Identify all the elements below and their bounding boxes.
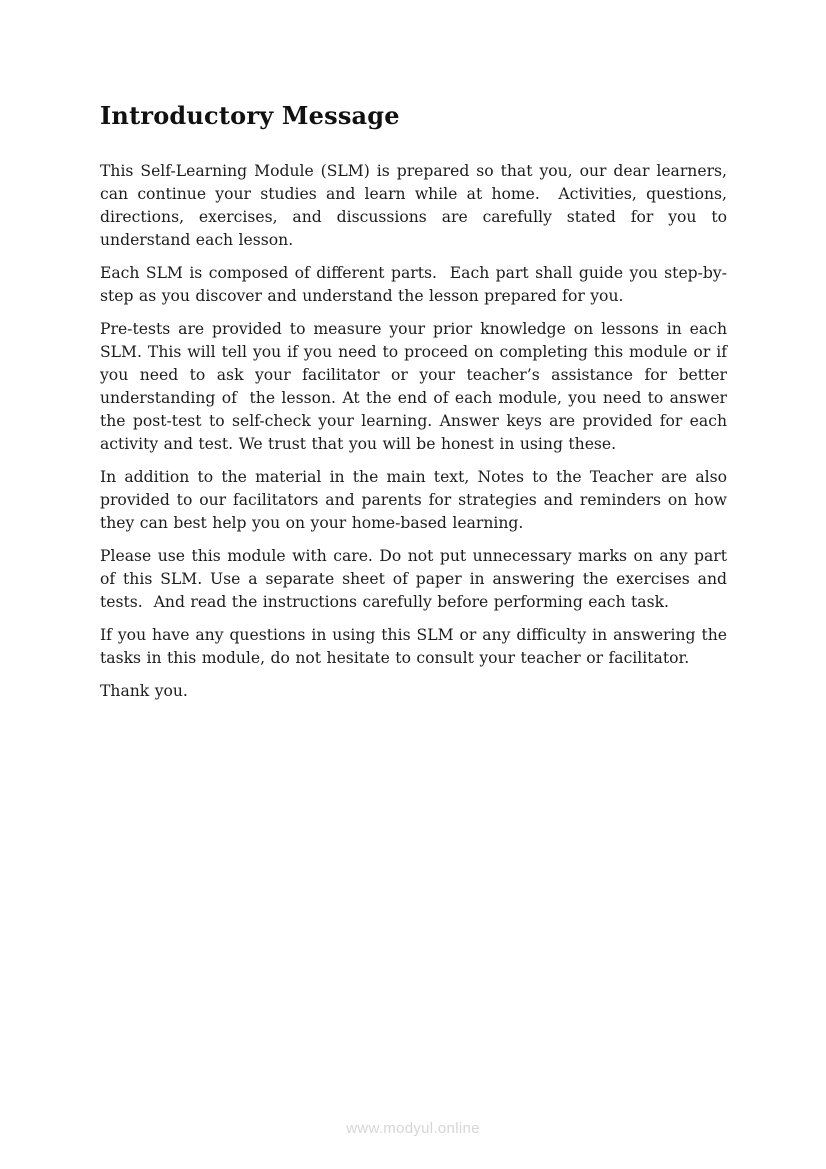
paragraph: Pre-tests are provided to measure your prior knowledge on lessons in each SLM. This will tell you if you need to proceed on completing this module or if you need to ask your facilitator or your teacher’s assistance for better understanding of the lesson. At the end of each module, you need to answer the post-test to self-check your learning. Answer keys are provided for each activity and test. We trust that you will be honest in using these.	[100, 320, 733, 453]
paragraph: Please use this module with care. Do not put unnecessary marks on any part of this SLM. Use a separate sheet of paper in answering the exercises and tests. And read the instructions carefully before performing each task.	[100, 547, 733, 611]
paragraph: Thank you.	[100, 682, 188, 700]
paragraph: If you have any questions in using this SLM or any difficulty in answering the tasks in this module, do not hesitate to consult your teacher or facilitator.	[100, 626, 733, 667]
page-footer	[0, 1118, 826, 1139]
paragraph: Each SLM is composed of different parts. Each part shall guide you step-by-step as you discover and understand the lesson prepared for you.	[100, 264, 727, 305]
paragraph: In addition to the material in the main text, Notes to the Teacher are also provided to our facilitators and parents for strategies and reminders on how they can best help you on your home-based learning.	[100, 468, 733, 532]
paragraph: This Self-Learning Module (SLM) is prepared so that you, our dear learners, can continue your studies and learn while at home. Activities, questions, directions, exercises, and discussions are carefully stated for you to understand each lesson.	[100, 162, 733, 249]
document-content	[100, 101, 733, 713]
footer-watermark: www.modyul.online	[346, 1120, 480, 1137]
intro-paragraphs	[100, 160, 733, 703]
page-title: Introductory Message	[100, 101, 400, 130]
